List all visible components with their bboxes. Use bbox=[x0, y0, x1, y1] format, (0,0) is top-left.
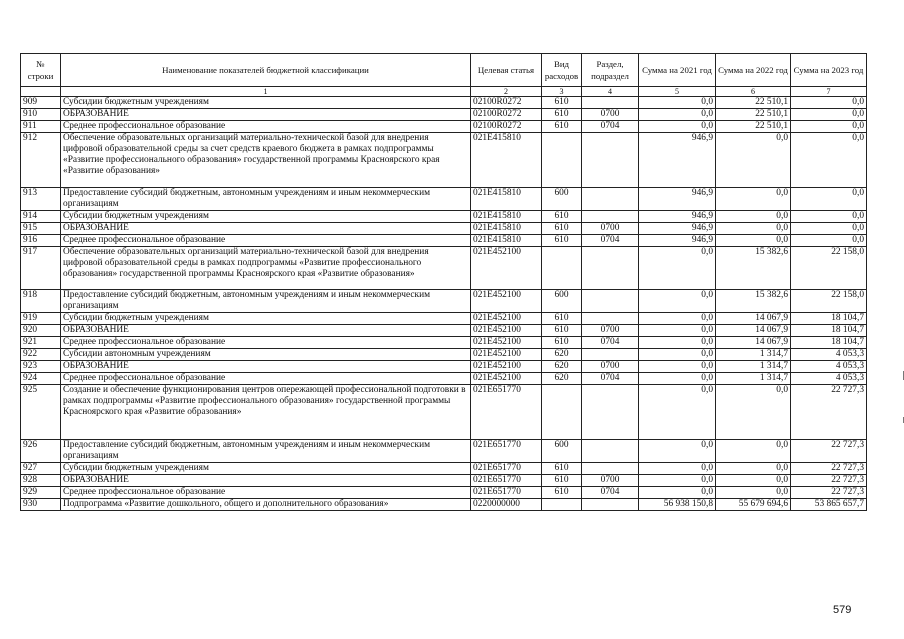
row-number-cell: 927 bbox=[21, 463, 61, 475]
indicator-name-cell: ОБРАЗОВАНИЕ bbox=[61, 109, 471, 121]
row-number-cell: 917 bbox=[21, 247, 61, 290]
target-article-cell: 021E452100 bbox=[471, 349, 542, 361]
expense-type-cell: 610 bbox=[542, 337, 582, 349]
section-cell bbox=[582, 97, 639, 109]
row-number-cell: 913 bbox=[21, 188, 61, 211]
target-article-cell: 021E415810 bbox=[471, 235, 542, 247]
sum-2021-cell: 0,0 bbox=[639, 440, 716, 463]
sum-2021-cell: 946,9 bbox=[639, 235, 716, 247]
indicator-name-cell: Среднее профессиональное образование bbox=[61, 235, 471, 247]
header-row-number: № строки bbox=[21, 54, 61, 87]
expense-type-cell: 610 bbox=[542, 487, 582, 499]
target-article-cell: 021E651770 bbox=[471, 475, 542, 487]
sum-2022-cell: 14 067,9 bbox=[716, 337, 791, 349]
expense-type-cell bbox=[542, 133, 582, 188]
sum-2023-cell: 53 865 657,7 bbox=[791, 499, 867, 511]
table-row bbox=[21, 349, 867, 361]
expense-type-cell: 610 bbox=[542, 313, 582, 325]
sum-2022-cell: 55 679 694,6 bbox=[716, 499, 791, 511]
target-article-cell: 021E651770 bbox=[471, 385, 542, 440]
sum-2023-cell: 22 727,3 bbox=[791, 475, 867, 487]
target-article-cell: 021E415810 bbox=[471, 188, 542, 211]
sum-2022-cell: 0,0 bbox=[716, 223, 791, 235]
target-article-cell: 021E415810 bbox=[471, 133, 542, 188]
expense-type-cell: 610 bbox=[542, 325, 582, 337]
section-cell bbox=[582, 349, 639, 361]
expense-type-cell: 600 bbox=[542, 188, 582, 211]
table-row bbox=[21, 211, 867, 223]
row-number-cell: 914 bbox=[21, 211, 61, 223]
sum-2022-cell: 22 510,1 bbox=[716, 109, 791, 121]
sum-2021-cell: 0,0 bbox=[639, 313, 716, 325]
expense-type-cell: 620 bbox=[542, 373, 582, 385]
header-name: Наименование показателей бюджетной классификации bbox=[61, 54, 471, 87]
sum-2022-cell: 22 510,1 bbox=[716, 121, 791, 133]
indicator-name-cell: ОБРАЗОВАНИЕ bbox=[61, 223, 471, 235]
sum-2023-cell: 0,0 bbox=[791, 188, 867, 211]
section-cell bbox=[582, 133, 639, 188]
expense-type-cell: 610 bbox=[542, 463, 582, 475]
row-number-cell: 912 bbox=[21, 133, 61, 188]
sum-2021-cell: 0,0 bbox=[639, 463, 716, 475]
sum-2021-cell: 0,0 bbox=[639, 349, 716, 361]
sum-2022-cell: 0,0 bbox=[716, 188, 791, 211]
section-cell bbox=[582, 385, 639, 440]
index-cell: 1 bbox=[61, 87, 471, 97]
section-cell: 0700 bbox=[582, 361, 639, 373]
table-row bbox=[21, 361, 867, 373]
sum-2023-cell: 0,0 bbox=[791, 235, 867, 247]
sum-2022-cell: 15 382,6 bbox=[716, 290, 791, 313]
sum-2022-cell: 0,0 bbox=[716, 440, 791, 463]
sum-2022-cell: 1 314,7 bbox=[716, 349, 791, 361]
header-section: Раздел, подраздел bbox=[582, 54, 639, 87]
expense-type-cell: 610 bbox=[542, 223, 582, 235]
table-header bbox=[21, 54, 867, 97]
sum-2023-cell: 18 104,7 bbox=[791, 337, 867, 349]
target-article-cell: 02100R0272 bbox=[471, 109, 542, 121]
row-number-cell: 909 bbox=[21, 97, 61, 109]
sum-2022-cell: 0,0 bbox=[716, 133, 791, 188]
sum-2023-cell: 18 104,7 bbox=[791, 325, 867, 337]
indicator-name-cell: Субсидии бюджетным учреждениям bbox=[61, 313, 471, 325]
indicator-name-cell: Субсидии бюджетным учреждениям bbox=[61, 463, 471, 475]
row-number-cell: 926 bbox=[21, 440, 61, 463]
sum-2021-cell: 0,0 bbox=[639, 487, 716, 499]
table-row bbox=[21, 247, 867, 290]
indicator-name-cell: Предоставление субсидий бюджетным, автономным учреждениям и иным некоммерческим организациям bbox=[61, 188, 471, 211]
sum-2023-cell: 4 053,3 bbox=[791, 361, 867, 373]
sum-2021-cell: 946,9 bbox=[639, 223, 716, 235]
sum-2021-cell: 0,0 bbox=[639, 325, 716, 337]
row-number-cell: 924 bbox=[21, 373, 61, 385]
sum-2023-cell: 0,0 bbox=[791, 109, 867, 121]
sum-2021-cell: 0,0 bbox=[639, 290, 716, 313]
sum-2023-cell: 0,0 bbox=[791, 211, 867, 223]
row-number-cell: 928 bbox=[21, 475, 61, 487]
target-article-cell: 021E651770 bbox=[471, 463, 542, 475]
sum-2023-cell: 4 053,3 bbox=[791, 373, 867, 385]
table-body bbox=[21, 97, 867, 511]
sum-2022-cell: 22 510,1 bbox=[716, 97, 791, 109]
row-number-cell: 923 bbox=[21, 361, 61, 373]
table-row bbox=[21, 109, 867, 121]
row-number-cell: 929 bbox=[21, 487, 61, 499]
sum-2022-cell: 1 314,7 bbox=[716, 373, 791, 385]
indicator-name-cell: Среднее профессиональное образование bbox=[61, 121, 471, 133]
expense-type-cell: 600 bbox=[542, 290, 582, 313]
indicator-name-cell: Среднее профессиональное образование bbox=[61, 337, 471, 349]
index-cell: 5 bbox=[639, 87, 716, 97]
sum-2023-cell: 18 104,7 bbox=[791, 313, 867, 325]
table-row bbox=[21, 475, 867, 487]
row-number-cell: 921 bbox=[21, 337, 61, 349]
sum-2023-cell: 22 727,3 bbox=[791, 440, 867, 463]
sum-2021-cell: 0,0 bbox=[639, 385, 716, 440]
section-cell bbox=[582, 463, 639, 475]
expense-type-cell: 610 bbox=[542, 109, 582, 121]
sum-2023-cell: 0,0 bbox=[791, 121, 867, 133]
sum-2021-cell: 0,0 bbox=[639, 337, 716, 349]
target-article-cell: 021E651770 bbox=[471, 440, 542, 463]
sum-2021-cell: 946,9 bbox=[639, 211, 716, 223]
sum-2022-cell: 0,0 bbox=[716, 487, 791, 499]
indicator-name-cell: Предоставление субсидий бюджетным, автономным учреждениям и иным некоммерческим организациям bbox=[61, 440, 471, 463]
expense-type-cell: 610 bbox=[542, 211, 582, 223]
target-article-cell: 021E452100 bbox=[471, 325, 542, 337]
header-expense-type: Вид расходов bbox=[542, 54, 582, 87]
sum-2021-cell: 0,0 bbox=[639, 247, 716, 290]
sum-2021-cell: 0,0 bbox=[639, 361, 716, 373]
sum-2022-cell: 0,0 bbox=[716, 211, 791, 223]
expense-type-cell bbox=[542, 247, 582, 290]
sum-2021-cell: 946,9 bbox=[639, 133, 716, 188]
section-cell: 0704 bbox=[582, 121, 639, 133]
table-row bbox=[21, 223, 867, 235]
indicator-name-cell: Субсидии бюджетным учреждениям bbox=[61, 211, 471, 223]
sum-2021-cell: 0,0 bbox=[639, 373, 716, 385]
row-number-cell: 918 bbox=[21, 290, 61, 313]
sum-2021-cell: 0,0 bbox=[639, 109, 716, 121]
row-number-cell: 910 bbox=[21, 109, 61, 121]
index-cell: 6 bbox=[716, 87, 791, 97]
section-cell: 0700 bbox=[582, 325, 639, 337]
indicator-name-cell: Предоставление субсидий бюджетным, автономным учреждениям и иным некоммерческим организациям bbox=[61, 290, 471, 313]
section-cell: 0700 bbox=[582, 223, 639, 235]
sum-2022-cell: 0,0 bbox=[716, 475, 791, 487]
table-row bbox=[21, 235, 867, 247]
indicator-name-cell: ОБРАЗОВАНИЕ bbox=[61, 361, 471, 373]
sum-2023-cell: 4 053,3 bbox=[791, 349, 867, 361]
indicator-name-cell: ОБРАЗОВАНИЕ bbox=[61, 325, 471, 337]
indicator-name-cell: Субсидии бюджетным учреждениям bbox=[61, 97, 471, 109]
target-article-cell: 021E452100 bbox=[471, 290, 542, 313]
indicator-name-cell: Среднее профессиональное образование bbox=[61, 487, 471, 499]
sum-2023-cell: 0,0 bbox=[791, 223, 867, 235]
sum-2022-cell: 15 382,6 bbox=[716, 247, 791, 290]
header-target-article: Целевая статья bbox=[471, 54, 542, 87]
sum-2021-cell: 946,9 bbox=[639, 188, 716, 211]
index-cell: 7 bbox=[791, 87, 867, 97]
sum-2022-cell: 0,0 bbox=[716, 385, 791, 440]
row-number-cell: 920 bbox=[21, 325, 61, 337]
row-number-cell: 922 bbox=[21, 349, 61, 361]
index-cell: 3 bbox=[542, 87, 582, 97]
sum-2023-cell: 22 158,0 bbox=[791, 290, 867, 313]
target-article-cell: 021E415810 bbox=[471, 211, 542, 223]
row-number-cell: 919 bbox=[21, 313, 61, 325]
table-row bbox=[21, 499, 867, 511]
expense-type-cell: 620 bbox=[542, 349, 582, 361]
target-article-cell: 02100R0272 bbox=[471, 97, 542, 109]
expense-type-cell: 610 bbox=[542, 121, 582, 133]
sum-2021-cell: 0,0 bbox=[639, 97, 716, 109]
expense-type-cell: 610 bbox=[542, 475, 582, 487]
budget-classification-table bbox=[20, 53, 867, 511]
index-cell bbox=[21, 87, 61, 97]
section-cell bbox=[582, 290, 639, 313]
row-number-cell: 916 bbox=[21, 235, 61, 247]
expense-type-cell bbox=[542, 499, 582, 511]
target-article-cell: 02100R0272 bbox=[471, 121, 542, 133]
expense-type-cell bbox=[542, 385, 582, 440]
section-cell: 0700 bbox=[582, 109, 639, 121]
expense-type-cell: 610 bbox=[542, 97, 582, 109]
indicator-name-cell: ОБРАЗОВАНИЕ bbox=[61, 475, 471, 487]
section-cell bbox=[582, 247, 639, 290]
section-cell: 0704 bbox=[582, 373, 639, 385]
expense-type-cell: 600 bbox=[542, 440, 582, 463]
table-row bbox=[21, 440, 867, 463]
sum-2023-cell: 0,0 bbox=[791, 133, 867, 188]
sum-2022-cell: 1 314,7 bbox=[716, 361, 791, 373]
target-article-cell: 021E452100 bbox=[471, 337, 542, 349]
section-cell: 0704 bbox=[582, 337, 639, 349]
sum-2023-cell: 22 158,0 bbox=[791, 247, 867, 290]
row-number-cell: 911 bbox=[21, 121, 61, 133]
indicator-name-cell: Создание и обеспечение функционирования центров опережающей профессиональной подготовки в рамках подпрограммы «Развитие профессионального образования» государственной программы Красноярского края «Развитие образования» bbox=[61, 385, 471, 440]
header-sum-2023: Сумма на 2023 год bbox=[791, 54, 867, 87]
table-row bbox=[21, 313, 867, 325]
sum-2021-cell: 56 938 150,8 bbox=[639, 499, 716, 511]
sum-2022-cell: 14 067,9 bbox=[716, 313, 791, 325]
sum-2022-cell: 0,0 bbox=[716, 463, 791, 475]
header-sum-2021: Сумма на 2021 год bbox=[639, 54, 716, 87]
header-sum-2022: Сумма на 2022 год bbox=[716, 54, 791, 87]
target-article-cell: 0220000000 bbox=[471, 499, 542, 511]
section-cell bbox=[582, 188, 639, 211]
table-row bbox=[21, 133, 867, 188]
table-row bbox=[21, 290, 867, 313]
row-number-cell: 930 bbox=[21, 499, 61, 511]
section-cell bbox=[582, 211, 639, 223]
table-row bbox=[21, 373, 867, 385]
table-row bbox=[21, 487, 867, 499]
target-article-cell: 021E651770 bbox=[471, 487, 542, 499]
table-row bbox=[21, 325, 867, 337]
section-cell bbox=[582, 440, 639, 463]
sum-2023-cell: 0,0 bbox=[791, 97, 867, 109]
indicator-name-cell: Субсидии автономным учреждениям bbox=[61, 349, 471, 361]
table-row bbox=[21, 463, 867, 475]
table-row bbox=[21, 188, 867, 211]
row-number-cell: 915 bbox=[21, 223, 61, 235]
section-cell bbox=[582, 313, 639, 325]
table-row bbox=[21, 121, 867, 133]
indicator-name-cell: Обеспечение образовательных организаций материально-технической базой для внедрения цифровой образовательной среды за счет средств краевого бюджета в рамках подпрограммы «Развитие профессионального образования» государственной программы Красноярского края «Развитие образования» bbox=[61, 133, 471, 188]
index-cell: 4 bbox=[582, 87, 639, 97]
target-article-cell: 021E452100 bbox=[471, 313, 542, 325]
page-number: 579 bbox=[833, 604, 852, 616]
section-cell: 0704 bbox=[582, 235, 639, 247]
table-row bbox=[21, 97, 867, 109]
indicator-name-cell: Подпрограмма «Развитие дошкольного, общего и дополнительного образования» bbox=[61, 499, 471, 511]
row-number-cell: 925 bbox=[21, 385, 61, 440]
sum-2023-cell: 22 727,3 bbox=[791, 463, 867, 475]
sum-2021-cell: 0,0 bbox=[639, 475, 716, 487]
section-cell: 0704 bbox=[582, 487, 639, 499]
sum-2021-cell: 0,0 bbox=[639, 121, 716, 133]
sum-2022-cell: 14 067,9 bbox=[716, 325, 791, 337]
target-article-cell: 021E452100 bbox=[471, 361, 542, 373]
expense-type-cell: 620 bbox=[542, 361, 582, 373]
indicator-name-cell: Обеспечение образовательных организаций материально-технической базой для внедрения цифровой образовательной среды в рамках подпрограммы «Развитие профессионального образования» государственной программы Красноярского края «Развитие образования» bbox=[61, 247, 471, 290]
section-cell bbox=[582, 499, 639, 511]
sum-2022-cell: 0,0 bbox=[716, 235, 791, 247]
target-article-cell: 021E452100 bbox=[471, 373, 542, 385]
indicator-name-cell: Среднее профессиональное образование bbox=[61, 373, 471, 385]
expense-type-cell: 610 bbox=[542, 235, 582, 247]
table-row bbox=[21, 337, 867, 349]
sum-2023-cell: 22 727,3 bbox=[791, 487, 867, 499]
target-article-cell: 021E452100 bbox=[471, 247, 542, 290]
target-article-cell: 021E415810 bbox=[471, 223, 542, 235]
sum-2023-cell: 22 727,3 bbox=[791, 385, 867, 440]
section-cell: 0700 bbox=[582, 475, 639, 487]
table-row bbox=[21, 385, 867, 440]
index-cell: 2 bbox=[471, 87, 542, 97]
